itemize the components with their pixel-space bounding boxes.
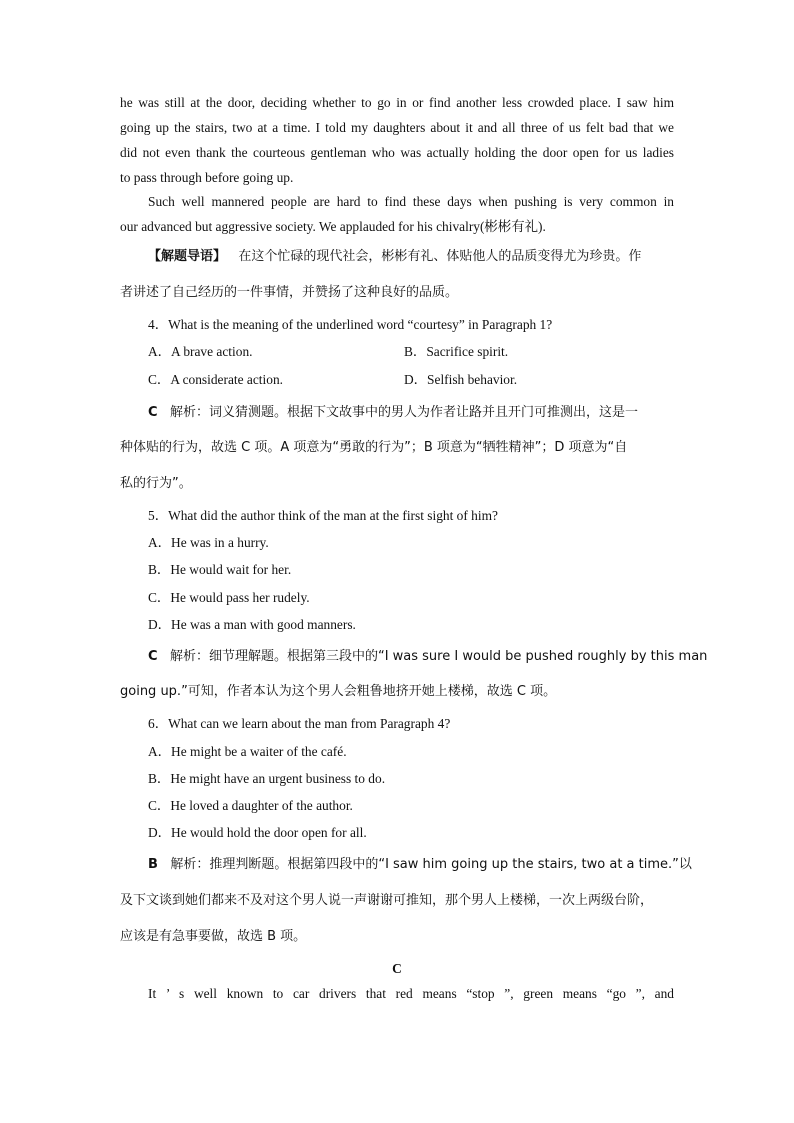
analysis-text: 解析：词义猜测题。根据下文故事中的男人为作者让路并且开门可推测出，这是一	[169, 405, 638, 420]
guide-label: 【解题导语】	[148, 249, 227, 264]
analysis-line: 及下文谈到她们都来不及对这个男人说一声谢谢可推知，那个男人上楼梯，一次上两级台阶，	[120, 893, 654, 908]
analysis-line	[148, 855, 692, 875]
passage-line: It ’ s well known to car drivers that red means “stop ”, green means “go ”, and	[148, 986, 674, 1001]
analysis-line	[148, 403, 674, 423]
guide-line-1	[148, 247, 674, 267]
guide-line-2: 者讲述了自己经历的一件事情，并赞扬了这种良好的品质。	[120, 285, 459, 300]
option: B．He might have an urgent business to do.	[148, 771, 386, 786]
question-stem: 6．What can we learn about the man from Paragraph 4?	[148, 716, 451, 731]
option: D．He would hold the door open for all.	[148, 825, 367, 840]
option: B．Sacrifice spirit.	[404, 344, 509, 359]
option: C．He would pass her rudely.	[148, 590, 310, 605]
option: C．He loved a daughter of the author.	[148, 798, 353, 813]
guide-text: 在这个忙碌的现代社会，彬彬有礼、体贴他人的品质变得尤为珍贵。作	[238, 249, 642, 264]
analysis-line	[148, 647, 708, 667]
analysis-line: going up.”可知，作者本认为这个男人会粗鲁地挤开她上楼梯，故选 C 项。	[120, 684, 557, 699]
analysis-text: 解析：细节理解题。根据第三段中的“I was sure I would be pushed roughly by this man	[169, 649, 708, 664]
question-stem: 5．What did the author think of the man at the first sight of him?	[148, 508, 498, 523]
passage-line: to pass through before going up.	[120, 170, 294, 185]
answer-letter: C	[148, 405, 158, 420]
analysis-line: 应该是有急事要做，故选 B 项。	[120, 929, 307, 944]
passage-line: did not even thank the courteous gentleman who was actually holding the door open for us ladies	[120, 145, 674, 160]
analysis-text: 解析：推理判断题。根据第四段中的“I saw him going up the stairs, two at a time.”以	[170, 857, 692, 872]
passage-line: going up the stairs, two at a time. I told my daughters about it and all three of us felt bad that we	[120, 120, 674, 135]
option: B．He would wait for her.	[148, 562, 292, 577]
answer-letter: C	[148, 649, 158, 664]
passage-line: Such well mannered people are hard to find these days when pushing is very common in	[148, 194, 674, 209]
option: C．A considerate action.	[148, 372, 283, 387]
analysis-line: 种体贴的行为，故选 C 项。A 项意为“勇敢的行为”；B 项意为“牺牲精神”；D 项意为“自	[120, 440, 628, 455]
section-title: C	[392, 961, 402, 976]
option: D．Selfish behavior.	[404, 372, 518, 387]
option: A．He might be a waiter of the café.	[148, 744, 347, 759]
option: D．He was a man with good manners.	[148, 617, 356, 632]
answer-letter: B	[148, 857, 158, 872]
passage-line: our advanced but aggressive society. We applauded for his chivalry(彬彬有礼).	[120, 219, 546, 234]
option: A．A brave action.	[148, 344, 253, 359]
question-stem: 4．What is the meaning of the underlined word “courtesy” in Paragraph 1?	[148, 317, 553, 332]
option: A．He was in a hurry.	[148, 535, 269, 550]
analysis-line: 私的行为”。	[120, 476, 192, 491]
passage-line: he was still at the door, deciding whether to go in or find another less crowded place. I saw him	[120, 95, 674, 110]
